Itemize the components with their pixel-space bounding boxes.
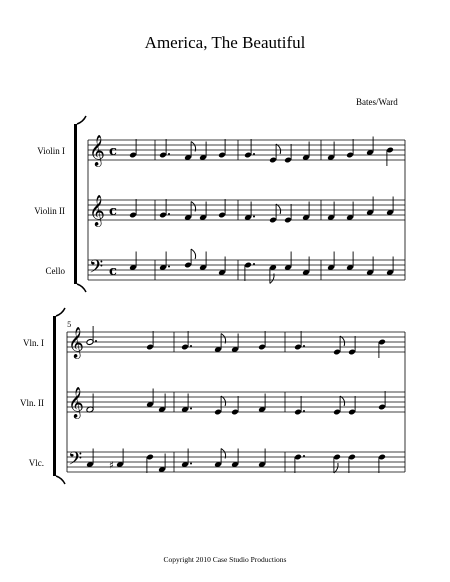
instrument-label-vln-2: Vln. II [20,398,44,408]
dot [95,340,97,342]
notes [86,137,394,474]
treble-clef-icon: 𝄞 [68,327,84,358]
note-flag [340,396,345,406]
instrument-label-violin-1: Violin I [37,146,65,156]
note-flag [334,463,338,473]
dot [303,410,305,412]
treble-clef-icon: 𝄞 [68,387,84,418]
dot [190,345,192,347]
dot [190,408,192,410]
dot [190,463,192,465]
dot [168,266,170,268]
treble-clef-icon: 𝄞 [89,135,105,166]
composer-credit: Bates/Ward [356,97,398,107]
dot [253,216,255,218]
system-2-bracket [53,308,65,484]
time-signature: c [109,264,117,279]
dot [168,213,170,215]
time-signature: c [109,204,117,219]
note-flag [340,336,345,346]
dot [303,455,305,457]
measure-number: 5 [67,321,72,329]
time-signature: c [109,144,117,159]
instrument-label-vln-1: Vln. I [23,338,44,348]
page-title: America, The Beautiful [144,33,306,52]
bass-clef-icon: 𝄢 [68,449,83,474]
dot [253,263,255,265]
note-flag [276,144,281,154]
treble-clef-icon: 𝄞 [89,195,105,226]
dot [303,345,305,347]
instrument-label-violin-2: Violin II [34,206,65,216]
dot [168,153,170,155]
note-flag [191,249,196,259]
system-1-bracket [74,116,86,292]
note-flag [276,204,281,214]
note-flag [221,396,226,406]
dot [253,153,255,155]
copyright-notice: Copyright 2010 Case Studio Productions [163,555,287,564]
sharp-icon: ♯ [109,460,114,472]
instrument-label-cello: Cello [45,266,65,276]
instrument-label-vlc: Vlc. [28,458,44,468]
system-1-staves [88,140,405,280]
bass-clef-icon: 𝄢 [89,257,104,282]
